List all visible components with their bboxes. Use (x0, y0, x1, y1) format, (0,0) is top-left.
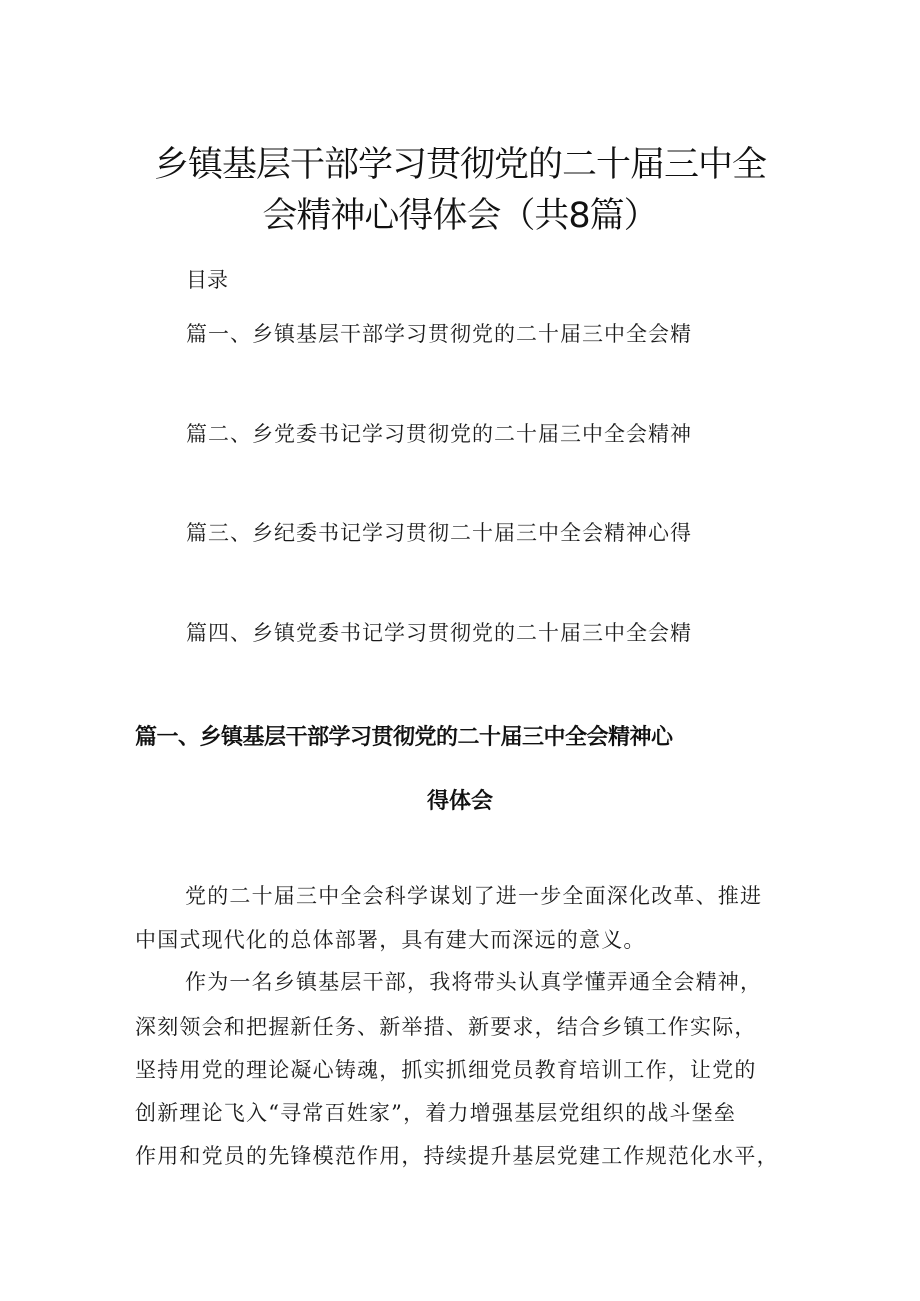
toc-heading: 目录 (186, 268, 228, 292)
body-text-line: 党的二十届三中全会科学谋划了进一步全面深化改革、推进 (185, 884, 763, 908)
section-heading-line-1: 篇一、乡镇基层干部学习贯彻党的二十届三中全会精神心 (135, 725, 673, 750)
document-title-line-2: 会精神心得体会（共8篇） (262, 196, 658, 236)
body-text-line: 坚持用党的理论凝心铸魂，抓实抓细党员教育培训工作，让党的 (135, 1058, 757, 1082)
body-text-line: 作用和党员的先锋模范作用，持续提升基层党建工作规范化水平， (135, 1144, 779, 1168)
toc-item: 篇一、乡镇基层干部学习贯彻党的二十届三中全会精 (186, 322, 692, 346)
section-heading-line-2: 得体会 (426, 789, 493, 814)
toc-item: 篇二、乡党委书记学习贯彻党的二十届三中全会精神 (186, 422, 692, 446)
toc-item: 篇四、乡镇党委书记学习贯彻党的二十届三中全会精 (186, 621, 692, 645)
body-text-line: 中国式现代化的总体部署，具有建大而深远的意义。 (135, 928, 646, 952)
body-text-line: 深刻领会和把握新任务、新举措、新要求，结合乡镇工作实际， (135, 1015, 757, 1039)
body-text-line: 创新理论飞入“寻常百姓家”，着力增强基层党组织的战斗堡垒 (135, 1101, 737, 1125)
toc-item: 篇三、乡纪委书记学习贯彻二十届三中全会精神心得 (186, 521, 692, 545)
document-title-line-1: 乡镇基层干部学习贯彻党的二十届三中全 (153, 145, 766, 185)
body-text-line: 作为一名乡镇基层干部，我将带头认真学懂弄通全会精神， (185, 970, 763, 994)
